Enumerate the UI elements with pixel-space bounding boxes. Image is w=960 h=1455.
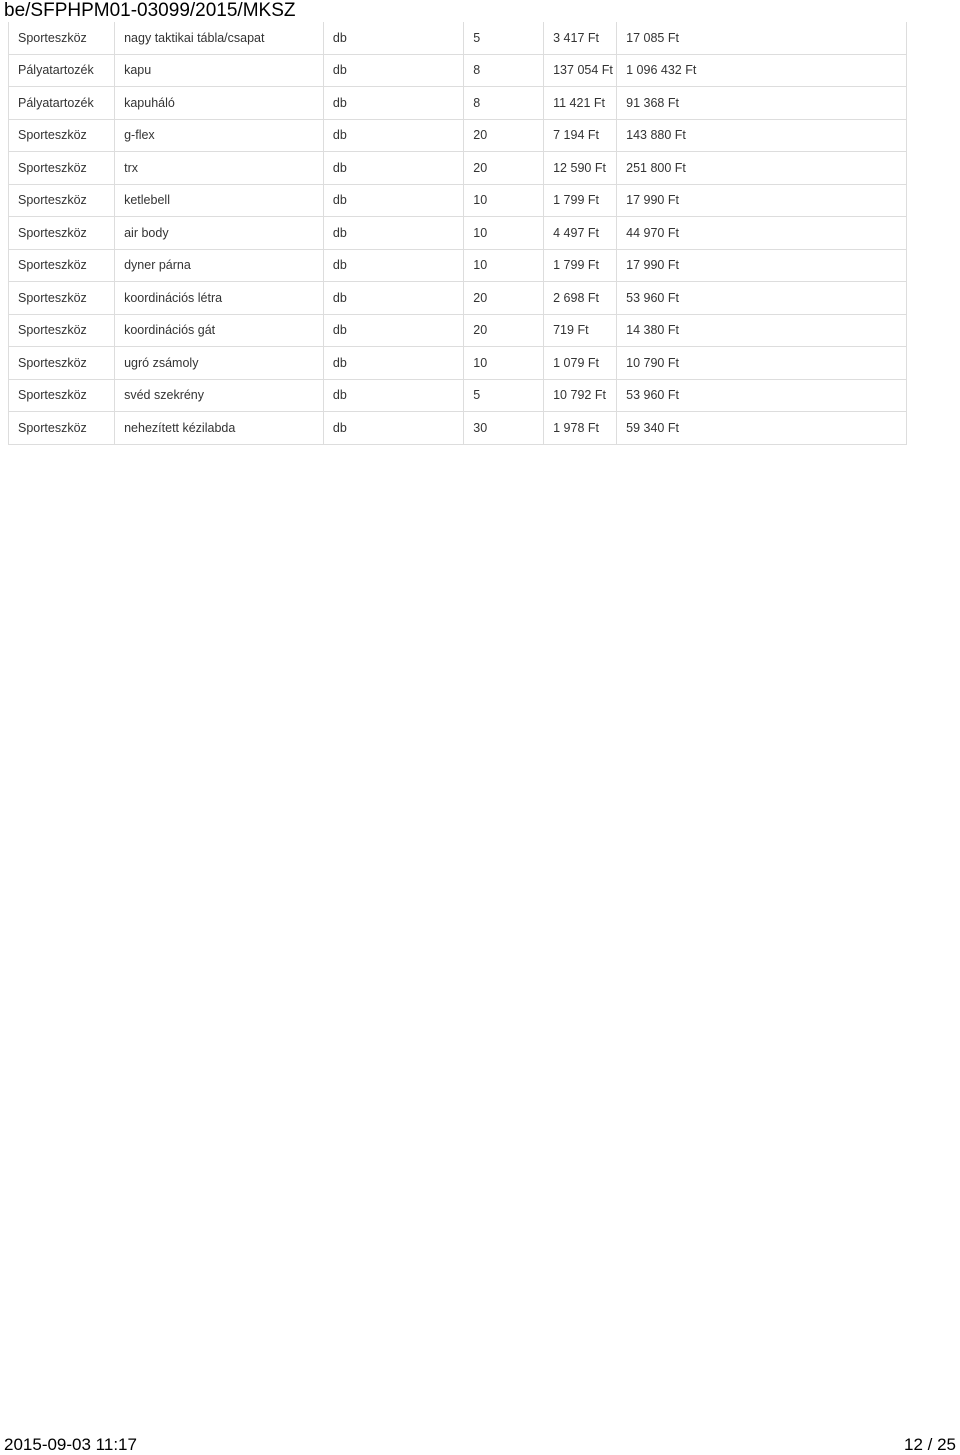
- quantity-cell: 10: [464, 347, 544, 380]
- table-row: [9, 54, 907, 87]
- unit-cell: db: [323, 379, 463, 412]
- table-row: [9, 119, 907, 152]
- category-cell: Sporteszköz: [9, 314, 115, 347]
- unit-price-cell: 4 497 Ft: [544, 217, 617, 250]
- unit-cell: db: [323, 119, 463, 152]
- item-name-cell: trx: [115, 152, 324, 185]
- table-row: [9, 152, 907, 185]
- equipment-table-body: [9, 22, 907, 444]
- table-row: [9, 379, 907, 412]
- item-name-cell: kapu: [115, 54, 324, 87]
- item-name-cell: ugró zsámoly: [115, 347, 324, 380]
- unit-price-cell: 7 194 Ft: [544, 119, 617, 152]
- quantity-cell: 5: [464, 379, 544, 412]
- total-price-cell: 53 960 Ft: [617, 282, 907, 315]
- unit-cell: db: [323, 314, 463, 347]
- quantity-cell: 20: [464, 282, 544, 315]
- quantity-cell: 10: [464, 184, 544, 217]
- item-name-cell: dyner párna: [115, 249, 324, 282]
- item-name-cell: ketlebell: [115, 184, 324, 217]
- table-row: [9, 217, 907, 250]
- category-cell: Sporteszköz: [9, 249, 115, 282]
- total-price-cell: 10 790 Ft: [617, 347, 907, 380]
- category-cell: Sporteszköz: [9, 119, 115, 152]
- table-row: [9, 87, 907, 120]
- total-price-cell: 53 960 Ft: [617, 379, 907, 412]
- category-cell: Sporteszköz: [9, 347, 115, 380]
- print-timestamp: 2015-09-03 11:17: [4, 1435, 137, 1454]
- unit-price-cell: 12 590 Ft: [544, 152, 617, 185]
- total-price-cell: 17 990 Ft: [617, 249, 907, 282]
- total-price-cell: 17 085 Ft: [617, 22, 907, 54]
- item-name-cell: koordinációs gát: [115, 314, 324, 347]
- quantity-cell: 30: [464, 412, 544, 445]
- category-cell: Sporteszköz: [9, 379, 115, 412]
- category-cell: Sporteszköz: [9, 282, 115, 315]
- page-number: 12 / 25: [904, 1435, 956, 1454]
- unit-price-cell: 1 978 Ft: [544, 412, 617, 445]
- item-name-cell: nehezített kézilabda: [115, 412, 324, 445]
- unit-price-cell: 1 799 Ft: [544, 184, 617, 217]
- unit-price-cell: 11 421 Ft: [544, 87, 617, 120]
- total-price-cell: 1 096 432 Ft: [617, 54, 907, 87]
- unit-cell: db: [323, 282, 463, 315]
- quantity-cell: 8: [464, 54, 544, 87]
- quantity-cell: 10: [464, 249, 544, 282]
- table-row: [9, 282, 907, 315]
- category-cell: Sporteszköz: [9, 22, 115, 54]
- table-row: [9, 184, 907, 217]
- category-cell: Sporteszköz: [9, 184, 115, 217]
- category-cell: Pályatartozék: [9, 54, 115, 87]
- quantity-cell: 5: [464, 22, 544, 54]
- unit-price-cell: 1 799 Ft: [544, 249, 617, 282]
- category-cell: Pályatartozék: [9, 87, 115, 120]
- unit-cell: db: [323, 54, 463, 87]
- total-price-cell: 44 970 Ft: [617, 217, 907, 250]
- unit-cell: db: [323, 152, 463, 185]
- item-name-cell: nagy taktikai tábla/csapat: [115, 22, 324, 54]
- total-price-cell: 59 340 Ft: [617, 412, 907, 445]
- unit-cell: db: [323, 87, 463, 120]
- unit-price-cell: 719 Ft: [544, 314, 617, 347]
- item-name-cell: g-flex: [115, 119, 324, 152]
- item-name-cell: kapuháló: [115, 87, 324, 120]
- table-row: [9, 22, 907, 54]
- quantity-cell: 20: [464, 119, 544, 152]
- item-name-cell: air body: [115, 217, 324, 250]
- total-price-cell: 251 800 Ft: [617, 152, 907, 185]
- unit-cell: db: [323, 412, 463, 445]
- item-name-cell: koordinációs létra: [115, 282, 324, 315]
- category-cell: Sporteszköz: [9, 217, 115, 250]
- unit-cell: db: [323, 249, 463, 282]
- table-row: [9, 347, 907, 380]
- item-name-cell: svéd szekrény: [115, 379, 324, 412]
- category-cell: Sporteszköz: [9, 412, 115, 445]
- unit-price-cell: 1 079 Ft: [544, 347, 617, 380]
- quantity-cell: 20: [464, 314, 544, 347]
- category-cell: Sporteszköz: [9, 152, 115, 185]
- quantity-cell: 20: [464, 152, 544, 185]
- quantity-cell: 10: [464, 217, 544, 250]
- total-price-cell: 91 368 Ft: [617, 87, 907, 120]
- document-id-header: be/SFPHPM01-03099/2015/MKSZ: [4, 0, 296, 21]
- table-row: [9, 249, 907, 282]
- total-price-cell: 143 880 Ft: [617, 119, 907, 152]
- unit-cell: db: [323, 217, 463, 250]
- quantity-cell: 8: [464, 87, 544, 120]
- unit-price-cell: 137 054 Ft: [544, 54, 617, 87]
- table-row: [9, 314, 907, 347]
- unit-price-cell: 2 698 Ft: [544, 282, 617, 315]
- unit-cell: db: [323, 22, 463, 54]
- unit-cell: db: [323, 347, 463, 380]
- total-price-cell: 17 990 Ft: [617, 184, 907, 217]
- total-price-cell: 14 380 Ft: [617, 314, 907, 347]
- table-row: [9, 412, 907, 445]
- unit-cell: db: [323, 184, 463, 217]
- unit-price-cell: 10 792 Ft: [544, 379, 617, 412]
- unit-price-cell: 3 417 Ft: [544, 22, 617, 54]
- equipment-table: [8, 22, 907, 445]
